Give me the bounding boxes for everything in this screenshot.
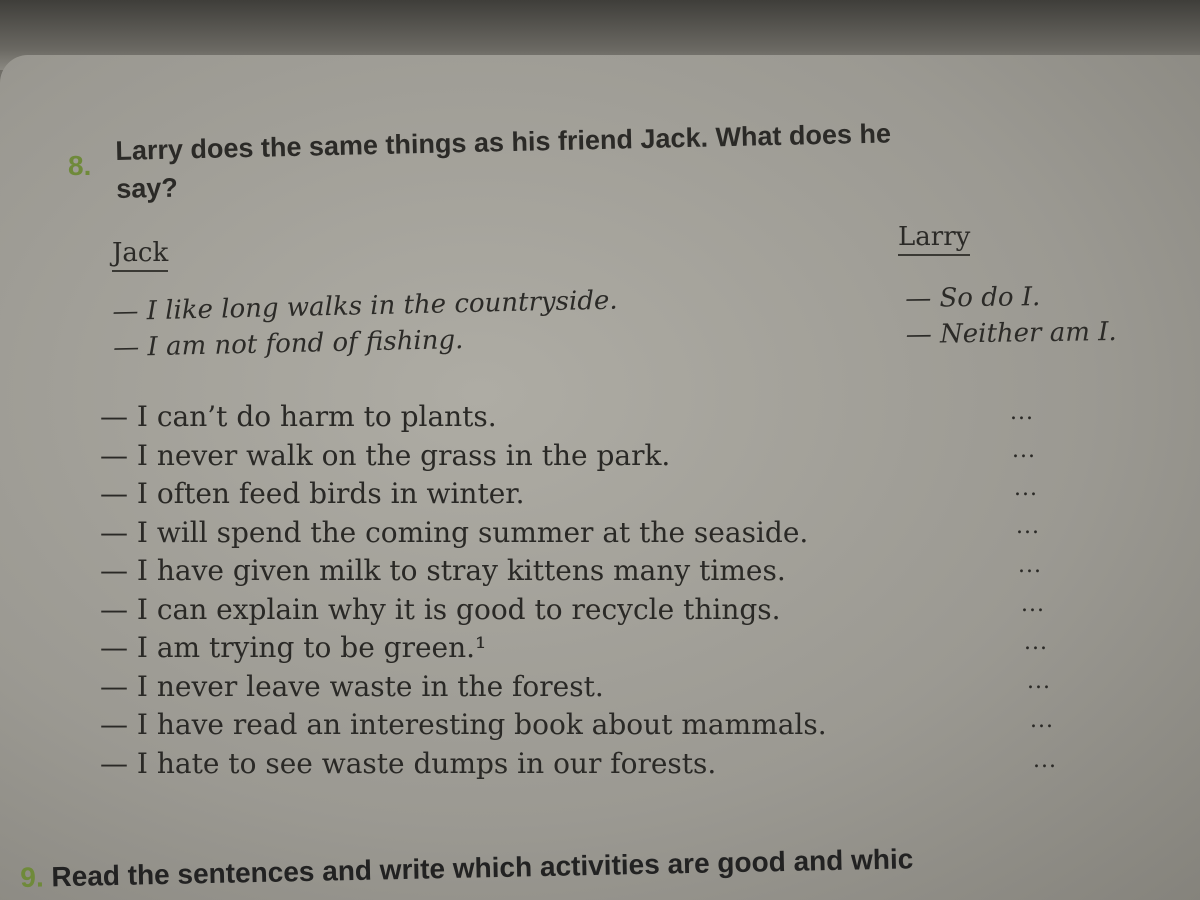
jack-examples: [112, 283, 619, 366]
answer-placeholder-8: ...: [1027, 669, 1051, 694]
answer-placeholder-1: ...: [1010, 400, 1034, 425]
answer-placeholder-9: ...: [1030, 708, 1054, 733]
answer-placeholder-5: ...: [1018, 553, 1042, 578]
next-exercise-text: Read the sentences and write which activities are good and whic: [51, 843, 914, 893]
answer-placeholder-6: ...: [1021, 592, 1045, 617]
larry-column-header: Larry: [898, 222, 970, 256]
sentence-9: — I have read an interesting book about mammals.: [100, 708, 827, 741]
sentence-6: — I can explain why it is good to recycle things.: [100, 592, 781, 626]
answer-placeholder-2: ...: [1012, 438, 1036, 463]
instruction-line-2: say?: [115, 172, 179, 204]
sentence-5: — I have given milk to stray kittens many times.: [100, 554, 786, 587]
larry-example-1: — So do I.: [905, 282, 1041, 314]
larry-example-2: — Neither am I.: [905, 317, 1117, 350]
answer-placeholder-4: ...: [1016, 514, 1040, 539]
sentence-1: — I can’t do harm to plants.: [100, 400, 497, 433]
answer-placeholder-10: ...: [1033, 748, 1057, 773]
sentence-10: — I hate to see waste dumps in our forests.: [100, 746, 717, 780]
next-exercise-number: 9.: [20, 861, 45, 893]
answer-placeholder-3: ...: [1014, 476, 1038, 501]
larry-examples: [905, 278, 1117, 353]
sentence-3: — I often feed birds in winter.: [100, 477, 525, 510]
jack-example-1: — I like long walks in the countryside.: [112, 285, 618, 327]
sentence-8: — I never leave waste in the forest.: [100, 669, 604, 703]
sentence-7: — I am trying to be green.¹: [100, 631, 487, 664]
answer-placeholder-7: ...: [1024, 630, 1048, 655]
jack-column-header: Jack: [112, 238, 168, 272]
instruction-line-1: Larry does the same things as his friend Jack. What does he: [115, 118, 892, 166]
sentence-list: [100, 398, 827, 783]
exercise-number: 8.: [68, 150, 92, 181]
sentence-4: — I will spend the coming summer at the seaside.: [100, 515, 809, 549]
jack-example-2: — I am not fond of fishing.: [112, 325, 464, 363]
sentence-2: — I never walk on the grass in the park.: [100, 438, 671, 472]
